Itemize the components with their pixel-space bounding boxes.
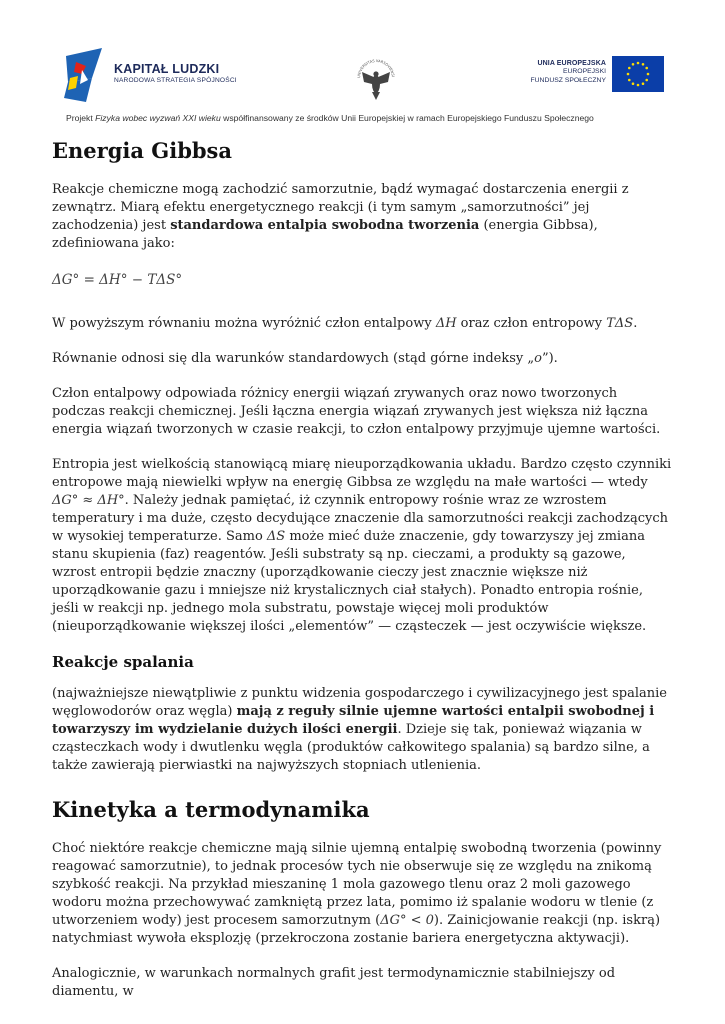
paragraph-standard-conditions	[52, 350, 672, 368]
intro-text-a: Reakcje chemiczne mogą zachodzić samorzutnie, bądź wymagać dostarczenia energii z zewnątrz. Miarą efektu energetycznego reakcji (i tym samym „samorzutności” jej zachodzenia) jest	[52, 182, 629, 233]
paragraph-kinetics	[52, 840, 672, 948]
university-eagle-icon	[354, 54, 398, 104]
eu-text	[530, 60, 606, 85]
std-text-b: ”).	[541, 351, 558, 366]
kapital-subtitle: NARODOWA STRATEGIA SPÓJNOŚCI	[114, 77, 237, 84]
paragraph-intro	[52, 181, 672, 253]
section-title-reakcje-spalania: Reakcje spalania	[52, 653, 194, 671]
enthalpy-term: ΔH	[435, 316, 457, 331]
intro-bold-term: standardowa entalpia swobodna tworzenia	[170, 218, 480, 233]
approx-formula: ΔG° ≈ ΔH°	[52, 493, 125, 508]
document-content	[52, 138, 672, 1018]
kapital-ludzki-logo	[62, 48, 242, 104]
paragraph-graphite: Analogicznie, w warunkach normalnych grafit jest termodynamicznie stabilniejszy od diamentu, w	[52, 966, 616, 999]
eu-line2: FUNDUSZ SPOŁECZNY	[530, 77, 606, 84]
combustion-text-a: (najważniejsze niewątpliwie z punktu widzenia gospodarczego i cywilizacyjnego jest spalanie węglowodorów oraz węgla)	[52, 686, 667, 719]
eu-line1: EUROPEJSKI	[562, 68, 606, 75]
entropy-term: TΔS	[606, 316, 634, 331]
kapital-ludzki-text	[114, 62, 237, 84]
paragraph-entropy	[52, 456, 672, 636]
delta-s-term: ΔS	[266, 529, 286, 544]
page-header	[0, 0, 725, 140]
terms-text-a: W powyższym równaniu można wyróżnić człon entalpowy	[52, 316, 436, 331]
paragraph-enthalpy: Człon entalpowy odpowiada różnicy energii wiązań zrywanych oraz nowo tworzonych podczas reakcji chemicznej. Jeśli łączna energia wiązań zrywanych jest większa niż łączna energia wiązań tworzonych w czasie reakcji, to człon entalpowy przyjmuje ujemne wartości.	[52, 386, 661, 437]
paragraph-combustion	[52, 685, 672, 775]
intro-text-b: (energia Gibbsa), zdefiniowana jako:	[52, 218, 598, 251]
entropy-text-b: . Należy jednak pamiętać, iż czynnik entropowy rośnie wraz ze wzrostem temperatury i ma duże, często decydujące znaczenie dla samorzutności reakcji zachodzących w wysokiej temperaturze. Samo	[52, 493, 669, 544]
combustion-bold: mają z reguły silnie ujemne wartości entalpii swobodnej i towarzyszy im wydzielanie dużych ilości energii	[52, 704, 655, 737]
eu-flag-icon	[612, 56, 664, 92]
entropy-text-c: może mieć duże znaczenie, gdy towarzyszy jej zmiana stanu skupienia (faz) reagentów. Jeśli substraty są np. cieczami, a produkty są gazowe, wzrost entropii będzie znaczny (uporządkowanie cieczy jest znacznie większe niż uporządkowanie gazu i mniejsze niż krystalicznych ciał stałych). Ponadto entropia rośnie, jeśli w reakcji np. jednego mola substratu, powstaje więcej moli produktów (nieuporządkowanie większej ilości „elementów” — cząsteczek — jest oczywiście większe.	[52, 529, 647, 634]
project-name: Fizyka wobec wyzwań XXI wieku	[95, 113, 221, 123]
kinetics-text-b: ). Zainicjowanie reakcji (np. iskrą) natychmiast wywoła eksplozję (przekroczona zostanie bariera energetyczna aktywacji).	[52, 913, 661, 946]
kinetics-text-a: Choć niektóre reakcje chemiczne mają silnie ujemną entalpię swobodną tworzenia (powinny reagować samorzutnie), to jednak procesów tych nie obserwuje się ze względu na znikomą szybkość reakcji. Na przykład mieszaninę 1 mola gazowego tlenu oraz 2 moli gazowego wodoru można przechowywać zamkniętą przez lata, pomimo iż spalanie wodoru w tlenie (z utworzeniem wody) jest procesem samorzutnym (	[52, 841, 662, 928]
combustion-text-b: . Dzieje się tak, ponieważ wiązania w cząsteczkach wody i dwutlenku węgla (produktów całkowitego spalania) są bardzo silne, a także zawierają pierwiastki na najwyższych stopniach utlenienia.	[52, 722, 650, 773]
section-title-kinetyka: Kinetyka a termodynamika	[52, 797, 370, 822]
project-prefix: Projekt	[66, 113, 96, 123]
superscript-o: o	[534, 351, 542, 366]
project-funding-line	[66, 113, 594, 123]
negative-dg-formula: ΔG° < 0	[380, 913, 434, 928]
eu-title: UNIA EUROPEJSKA	[537, 60, 606, 67]
kapital-title: KAPITAŁ LUDZKI	[114, 62, 220, 76]
terms-text-b: oraz człon entropowy	[456, 316, 607, 331]
gibbs-formula: ΔG° = ΔH° − TΔS°	[52, 272, 183, 288]
section-title-energia-gibbsa: Energia Gibbsa	[52, 138, 232, 163]
eu-logo	[512, 56, 664, 100]
project-suffix: współfinansowany ze środków Unii Europejskiej w ramach Europejskiego Funduszu Społecznego	[220, 113, 594, 123]
paragraph-terms	[52, 315, 672, 333]
university-arc-text: UNIVERSITAS VARSOVIENSI	[356, 58, 395, 79]
entropy-text-a: Entropia jest wielkością stanowiącą miarę nieuporządkowania układu. Bardzo często czynniki entropowe mają niewielki wpływ na energię Gibbsa ze względu na małe wartości — wtedy	[52, 457, 672, 490]
std-text-a: Równanie odnosi się dla warunków standardowych (stąd górne indeksy „	[52, 351, 535, 366]
kapital-ludzki-emblem-icon	[62, 48, 108, 104]
terms-text-c: .	[633, 316, 638, 331]
